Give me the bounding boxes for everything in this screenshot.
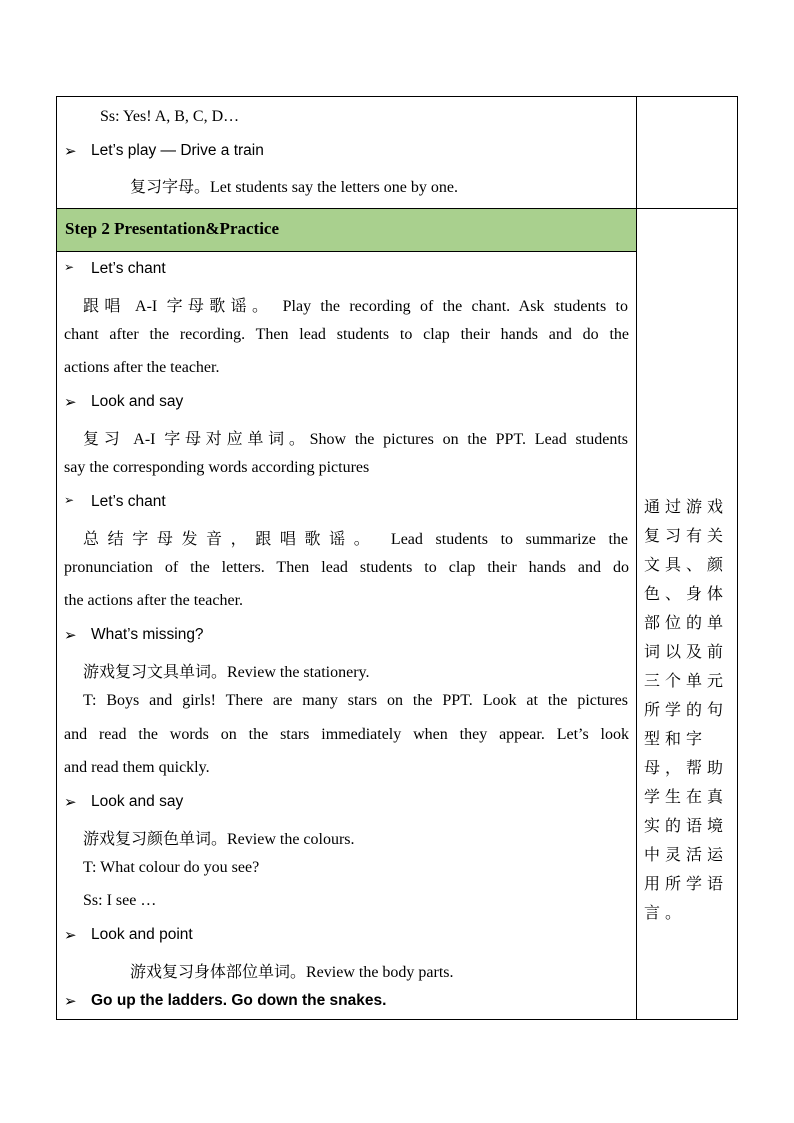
missing-line-2: T: Boys and girls! There are many stars on the PPT. Look at the pictures bbox=[83, 692, 628, 709]
chant2-line-1: 总结字母发音，跟唱歌谣。 Lead students to summarize the bbox=[83, 531, 628, 548]
look1-title: Look and say bbox=[91, 393, 184, 410]
design-intent-note: 通过游戏复习有关文具、颜色、身体部位的单词以及前三个单元所学的句型和字母，帮助学生在真实的语境中灵活运用所学语言。 bbox=[644, 497, 729, 922]
look2-line-3: Ss: I see … bbox=[83, 892, 157, 909]
chant2-line-3: the actions after the teacher. bbox=[64, 592, 244, 609]
look1-line-2: say the corresponding words according pictures bbox=[64, 459, 370, 476]
look1-line-1: 复习 A-I 字母对应单词。Show the pictures on the PPT. Lead students bbox=[83, 431, 628, 448]
point-title: Look and point bbox=[91, 926, 193, 943]
ss-line: Ss: Yes! A, B, C, D… bbox=[100, 108, 240, 125]
design-intent-cell bbox=[637, 252, 738, 1020]
review-letters-line: 复习字母。Let students say the letters one by one. bbox=[130, 179, 458, 196]
bullet-arrow-icon: ➢ bbox=[64, 626, 77, 644]
look2-title: Look and say bbox=[91, 793, 184, 810]
chant2-line-2: pronunciation of the letters. Then lead students to clap their hands and do bbox=[64, 559, 629, 576]
bullet-arrow-icon: ➢ bbox=[64, 992, 77, 1010]
lesson-plan-table bbox=[56, 96, 738, 1020]
point-line-1: 游戏复习身体部位单词。Review the body parts. bbox=[130, 964, 454, 981]
step2-heading: Step 2 Presentation&Practice bbox=[65, 219, 280, 238]
look2-line-1: 游戏复习颜色单词。Review the colours. bbox=[83, 831, 355, 848]
lets-play-title: Let’s play — Drive a train bbox=[91, 142, 264, 159]
look2-line-2: T: What colour do you see? bbox=[83, 859, 260, 876]
bullet-arrow-icon: ➢ bbox=[64, 926, 77, 944]
chant1-line-2: chant after the recording. Then lead students to clap their hands and do the bbox=[64, 326, 629, 343]
previous-step-cell bbox=[56, 96, 636, 208]
missing-title: What’s missing? bbox=[91, 626, 204, 643]
bullet-arrow-icon: ➢ bbox=[64, 393, 77, 411]
missing-line-1: 游戏复习文具单词。Review the stationery. bbox=[83, 664, 370, 681]
bullet-arrow-icon: ➢ bbox=[64, 493, 75, 507]
chant2-title: Let’s chant bbox=[91, 493, 166, 510]
step2-heading-cell bbox=[57, 209, 636, 251]
missing-line-4: and read them quickly. bbox=[64, 759, 210, 776]
bullet-arrow-icon: ➢ bbox=[64, 142, 77, 160]
chant1-line-1: 跟唱 A-I 字母歌谣。 Play the recording of the chant. Ask students to bbox=[83, 298, 628, 315]
bullet-arrow-icon: ➢ bbox=[64, 793, 77, 811]
snakes-title: Go up the ladders. Go down the snakes. bbox=[91, 992, 387, 1009]
chant1-line-3: actions after the teacher. bbox=[64, 359, 220, 376]
chant1-title: Let’s chant bbox=[91, 260, 166, 277]
bullet-arrow-icon: ➢ bbox=[64, 260, 75, 274]
missing-line-3: and read the words on the stars immediately when they appear. Let’s look bbox=[64, 726, 629, 743]
step2-content-cell bbox=[56, 252, 636, 1020]
